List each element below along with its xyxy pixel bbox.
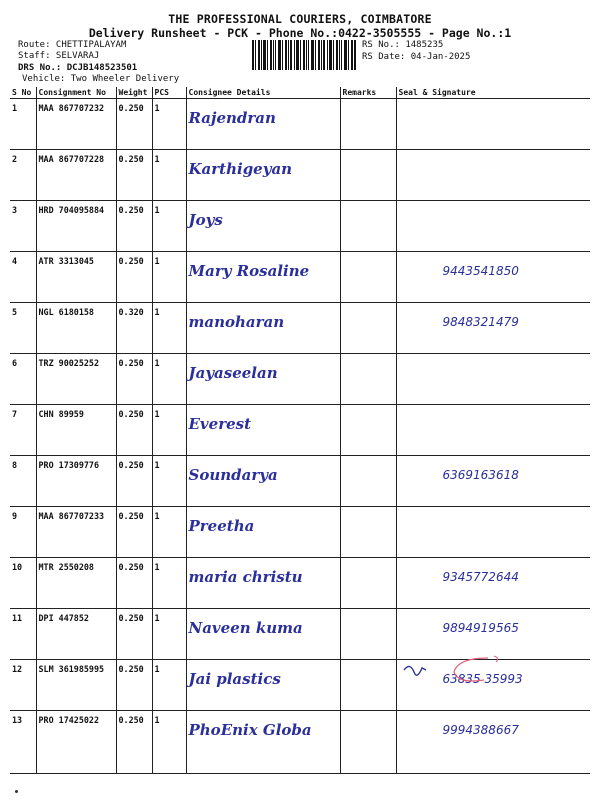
cell-weight: 0.250: [116, 405, 152, 456]
cell-consignee: Joys: [186, 201, 340, 252]
cell-weight: 0.250: [116, 201, 152, 252]
table-row: [10, 303, 590, 354]
table-row: [10, 252, 590, 303]
header-pcs: PCS: [152, 87, 186, 99]
cell-pcs: 1: [152, 609, 186, 660]
cell-pcs: 1: [152, 405, 186, 456]
stamp-mark-icon: [400, 648, 520, 688]
cell-weight: 0.320: [116, 303, 152, 354]
cell-remarks: [340, 354, 396, 405]
table-row: [10, 405, 590, 456]
header-sno: S No: [10, 87, 36, 99]
signature-phone: 9345772644: [442, 570, 519, 584]
cell-sno: 1: [10, 99, 36, 150]
cell-remarks: [340, 405, 396, 456]
signature-phone: 9994388667: [442, 723, 519, 737]
cell-consignee: Karthigeyan: [186, 150, 340, 201]
table-row: [10, 507, 590, 558]
cell-consignment-no: TRZ 90025252: [36, 354, 116, 405]
signature-phone: 9443541850: [442, 264, 519, 278]
cell-consignment-no: DPI 447852: [36, 609, 116, 660]
table-header-row: [10, 87, 590, 99]
cell-sno: 10: [10, 558, 36, 609]
cell-consignment-no: PRO 17309776: [36, 456, 116, 507]
cell-pcs: 1: [152, 456, 186, 507]
cell-remarks: [340, 660, 396, 711]
cell-pcs: 1: [152, 303, 186, 354]
cell-remarks: [340, 201, 396, 252]
signature-phone: 9848321479: [442, 315, 519, 329]
cell-weight: 0.250: [116, 456, 152, 507]
rs-number: RS No.: 1485235: [362, 40, 444, 50]
stray-dot: [15, 790, 18, 793]
cell-seal-signature: [396, 456, 590, 507]
cell-pcs: 1: [152, 252, 186, 303]
cell-sno: 6: [10, 354, 36, 405]
cell-consignee: Jayaseelan: [186, 354, 340, 405]
cell-pcs: 1: [152, 507, 186, 558]
cell-weight: 0.250: [116, 660, 152, 711]
cell-consignee: PhoEnix Globa: [186, 711, 340, 774]
cell-consignee: Jai plastics: [186, 660, 340, 711]
drs-number: DRS No.: DCJB148523501: [18, 63, 138, 73]
cell-weight: 0.250: [116, 507, 152, 558]
rs-date: RS Date: 04-Jan-2025: [362, 52, 471, 62]
cell-sno: 12: [10, 660, 36, 711]
cell-pcs: 1: [152, 354, 186, 405]
cell-sno: 9: [10, 507, 36, 558]
cell-pcs: 1: [152, 558, 186, 609]
cell-sno: 7: [10, 405, 36, 456]
cell-sno: 8: [10, 456, 36, 507]
cell-remarks: [340, 99, 396, 150]
cell-consignee: Naveen kuma: [186, 609, 340, 660]
table-row: [10, 558, 590, 609]
cell-consignment-no: ATR 3313045: [36, 252, 116, 303]
cell-remarks: [340, 303, 396, 354]
header-weight: Weight: [116, 87, 152, 99]
header-remarks: Remarks: [340, 87, 396, 99]
cell-consignment-no: PRO 17425022: [36, 711, 116, 774]
cell-consignee: manoharan: [186, 303, 340, 354]
cell-seal-signature: [396, 354, 590, 405]
header-consignee: Consignee Details: [186, 87, 340, 99]
cell-seal-signature: [396, 201, 590, 252]
route-label: Route: CHETTIPALAYAM: [18, 40, 127, 50]
cell-remarks: [340, 507, 396, 558]
cell-consignment-no: MAA 867707228: [36, 150, 116, 201]
cell-consignee: Everest: [186, 405, 340, 456]
cell-consignment-no: SLM 361985995: [36, 660, 116, 711]
cell-weight: 0.250: [116, 609, 152, 660]
cell-sno: 13: [10, 711, 36, 774]
cell-consignee: maria christu: [186, 558, 340, 609]
cell-pcs: 1: [152, 201, 186, 252]
vehicle-label: Vehicle: Two Wheeler Delivery: [22, 74, 180, 84]
cell-seal-signature: [396, 558, 590, 609]
cell-consignment-no: HRD 704095884: [36, 201, 116, 252]
table-row: [10, 711, 590, 774]
cell-seal-signature: [396, 303, 590, 354]
table-row: [10, 354, 590, 405]
cell-sno: 4: [10, 252, 36, 303]
staff-label: Staff: SELVARAJ: [18, 51, 100, 61]
header-seal: Seal & Signature: [396, 87, 590, 99]
cell-consignment-no: MAA 867707232: [36, 99, 116, 150]
cell-sno: 5: [10, 303, 36, 354]
cell-consignment-no: CHN 89959: [36, 405, 116, 456]
barcode-icon: [252, 40, 356, 70]
cell-pcs: 1: [152, 99, 186, 150]
table-row: [10, 150, 590, 201]
cell-sno: 2: [10, 150, 36, 201]
cell-consignment-no: MTR 2550208: [36, 558, 116, 609]
cell-sno: 3: [10, 201, 36, 252]
cell-seal-signature: [396, 99, 590, 150]
cell-consignment-no: MAA 867707233: [36, 507, 116, 558]
cell-seal-signature: [396, 405, 590, 456]
cell-pcs: 1: [152, 711, 186, 774]
signature-phone: 6369163618: [442, 468, 519, 482]
cell-remarks: [340, 150, 396, 201]
signature-phone: 63835 35993: [442, 672, 523, 686]
cell-remarks: [340, 609, 396, 660]
cell-sno: 11: [10, 609, 36, 660]
cell-remarks: [340, 558, 396, 609]
cell-remarks: [340, 456, 396, 507]
header-consignment: Consignment No: [36, 87, 116, 99]
cell-remarks: [340, 711, 396, 774]
cell-remarks: [340, 252, 396, 303]
table-row: [10, 99, 590, 150]
table-row: [10, 201, 590, 252]
cell-consignee: Preetha: [186, 507, 340, 558]
cell-weight: 0.250: [116, 354, 152, 405]
cell-seal-signature: [396, 252, 590, 303]
company-title: THE PROFESSIONAL COURIERS, COIMBATORE: [168, 12, 432, 26]
cell-pcs: 1: [152, 660, 186, 711]
cell-consignee: Mary Rosaline: [186, 252, 340, 303]
cell-weight: 0.250: [116, 252, 152, 303]
cell-weight: 0.250: [116, 711, 152, 774]
runsheet-subtitle: Delivery Runsheet - PCK - Phone No.:0422-3505555 - Page No.:1: [88, 26, 512, 40]
cell-consignment-no: NGL 6180158: [36, 303, 116, 354]
cell-weight: 0.250: [116, 99, 152, 150]
cell-weight: 0.250: [116, 558, 152, 609]
table-row: [10, 456, 590, 507]
cell-seal-signature: [396, 711, 590, 774]
cell-weight: 0.250: [116, 150, 152, 201]
cell-pcs: 1: [152, 150, 186, 201]
cell-consignee: Soundarya: [186, 456, 340, 507]
cell-seal-signature: [396, 150, 590, 201]
signature-phone: 9894919565: [442, 621, 519, 635]
cell-seal-signature: [396, 507, 590, 558]
cell-consignee: Rajendran: [186, 99, 340, 150]
